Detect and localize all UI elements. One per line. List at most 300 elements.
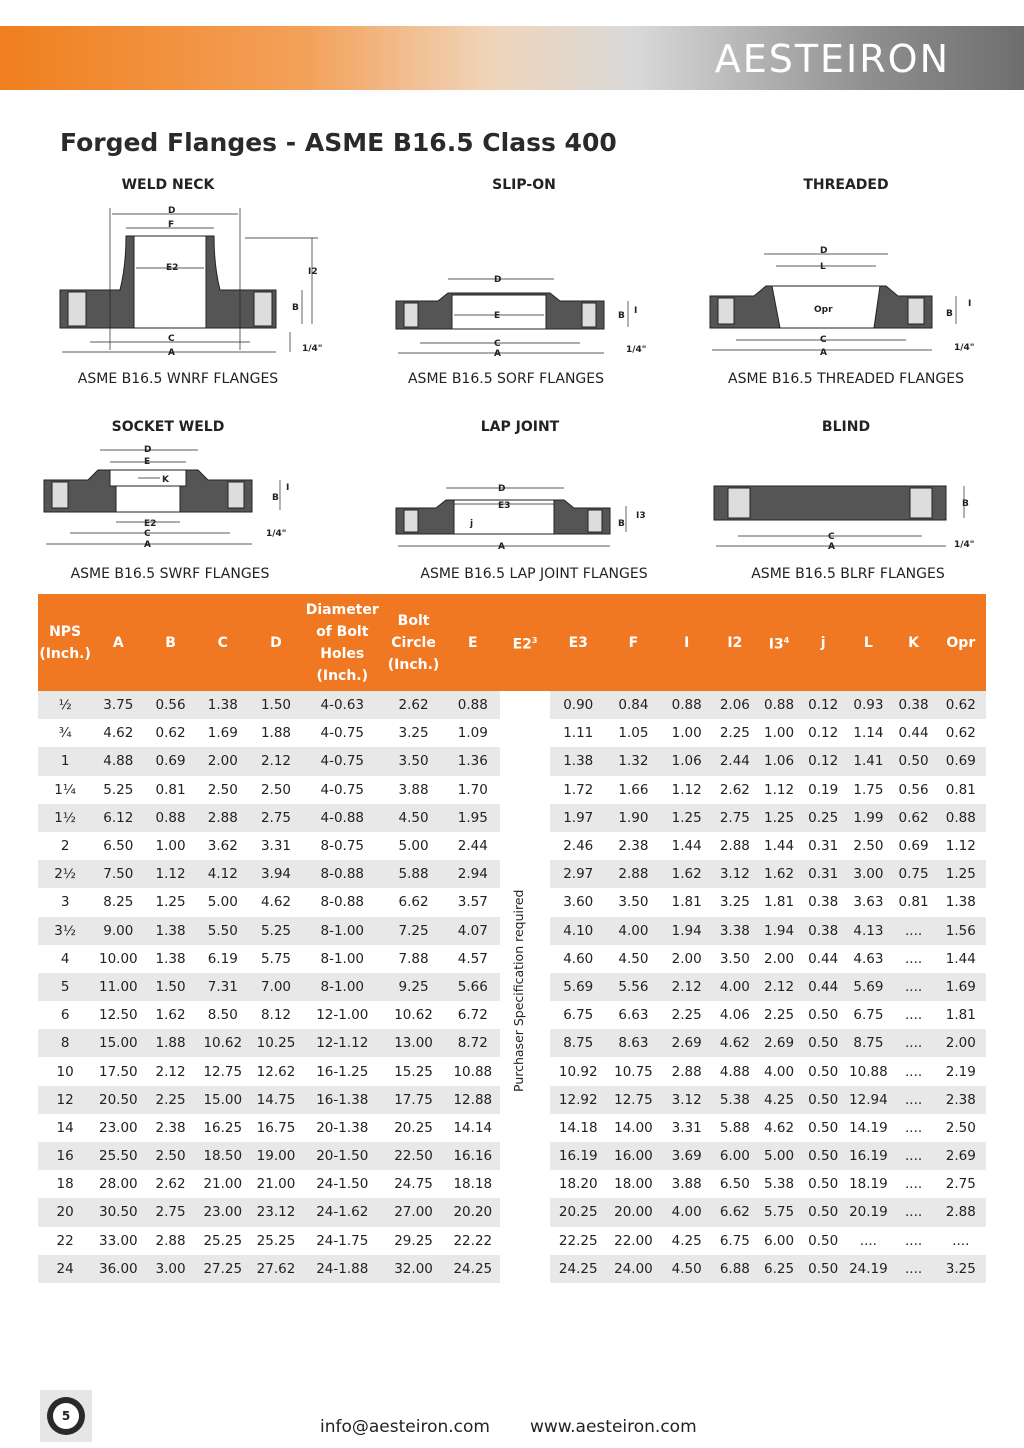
table-row: [38, 747, 986, 775]
table-cell: 2.00: [936, 1029, 986, 1057]
table-cell: 1.06: [757, 747, 801, 775]
table-cell: 0.62: [144, 719, 196, 747]
table-cell: 4.06: [713, 1001, 757, 1029]
e2-cell: [500, 776, 550, 804]
table-row: [38, 1114, 986, 1142]
table-cell: 22.25: [550, 1227, 606, 1255]
table-cell: 15.00: [197, 1086, 249, 1114]
table-cell: 12.88: [446, 1086, 500, 1114]
diagram-title-lap-joint: LAP JOINT: [480, 419, 560, 435]
table-cell: 10.25: [249, 1029, 303, 1057]
table-cell: 0.44: [891, 719, 935, 747]
table-cell: 0.19: [801, 776, 845, 804]
table-cell: 5.00: [197, 888, 249, 916]
svg-text:B: B: [292, 303, 299, 313]
table-cell: 0.62: [891, 804, 935, 832]
column-header: Diameter of Bolt Holes (Inch.): [303, 594, 381, 691]
table-cell: 20-1.50: [303, 1142, 381, 1170]
table-cell: 0.31: [801, 860, 845, 888]
table-cell: 24.00: [606, 1255, 660, 1283]
table-cell: 20.25: [550, 1198, 606, 1226]
column-header: F: [606, 594, 660, 691]
svg-text:I2: I2: [308, 267, 318, 277]
table-cell: 8.12: [249, 1001, 303, 1029]
svg-text:1/4": 1/4": [302, 344, 323, 354]
table-cell: 6.00: [757, 1227, 801, 1255]
table-cell: 11.00: [92, 973, 144, 1001]
table-cell: 1.38: [197, 691, 249, 719]
table-cell: ....: [891, 1114, 935, 1142]
table-cell: 6: [38, 1001, 92, 1029]
table-cell: 4.57: [446, 945, 500, 973]
diagram-title-slip-on: SLIP-ON: [492, 177, 556, 193]
table-cell: 1.00: [144, 832, 196, 860]
table-cell: 23.00: [197, 1198, 249, 1226]
table-cell: 1.38: [144, 945, 196, 973]
caption-lap-joint: ASME B16.5 LAP JOINT FLANGES: [420, 566, 648, 582]
table-cell: 2.75: [713, 804, 757, 832]
table-cell: 16.75: [249, 1114, 303, 1142]
svg-text:D: D: [144, 445, 152, 455]
table-cell: ....: [891, 1142, 935, 1170]
table-cell: 0.12: [801, 691, 845, 719]
table-cell: 0.12: [801, 747, 845, 775]
table-cell: 2.88: [661, 1057, 713, 1085]
table-cell: 0.56: [891, 776, 935, 804]
svg-text:A: A: [144, 540, 151, 550]
table-cell: 27.62: [249, 1255, 303, 1283]
table-cell: 2.25: [661, 1001, 713, 1029]
table-row: [38, 776, 986, 804]
table-cell: 0.81: [936, 776, 986, 804]
table-cell: 24.25: [446, 1255, 500, 1283]
table-cell: ....: [891, 1001, 935, 1029]
table-cell: 1.12: [936, 832, 986, 860]
table-cell: 10.88: [845, 1057, 891, 1085]
table-cell: 10.92: [550, 1057, 606, 1085]
table-cell: 1.36: [446, 747, 500, 775]
table-cell: 6.63: [606, 1001, 660, 1029]
table-cell: 0.50: [801, 1255, 845, 1283]
table-cell: 2.69: [661, 1029, 713, 1057]
caption-threaded: ASME B16.5 THREADED FLANGES: [728, 371, 964, 387]
column-header: Opr: [936, 594, 986, 691]
table-cell: 7.25: [381, 917, 445, 945]
table-cell: 10.62: [381, 1001, 445, 1029]
table-cell: 2.69: [936, 1142, 986, 1170]
table-cell: 6.00: [713, 1142, 757, 1170]
table-cell: 4.50: [606, 945, 660, 973]
table-cell: 20-1.38: [303, 1114, 381, 1142]
table-cell: 1.69: [197, 719, 249, 747]
table-cell: 14.00: [606, 1114, 660, 1142]
table-cell: 14.18: [550, 1114, 606, 1142]
table-cell: 17.75: [381, 1086, 445, 1114]
table-cell: 24.25: [550, 1255, 606, 1283]
table-row: [38, 1198, 986, 1226]
table-cell: 12-1.12: [303, 1029, 381, 1057]
table-cell: 16-1.38: [303, 1086, 381, 1114]
table-cell: 24.75: [381, 1170, 445, 1198]
table-cell: 8.63: [606, 1029, 660, 1057]
table-cell: 2.88: [197, 804, 249, 832]
table-cell: 0.84: [606, 691, 660, 719]
table-cell: 0.12: [801, 719, 845, 747]
table-cell: 1.25: [144, 888, 196, 916]
table-row: [38, 719, 986, 747]
table-cell: 1.94: [757, 917, 801, 945]
table-cell: 3.62: [197, 832, 249, 860]
table-cell: 1.41: [845, 747, 891, 775]
table-cell: 3.50: [381, 747, 445, 775]
table-cell: 6.62: [381, 888, 445, 916]
table-cell: ....: [845, 1227, 891, 1255]
svg-text:K: K: [162, 475, 169, 485]
table-cell: 2.50: [144, 1142, 196, 1170]
table-cell: 1.25: [936, 860, 986, 888]
e2-cell: [500, 832, 550, 860]
svg-text:A: A: [168, 348, 175, 358]
svg-text:D: D: [168, 206, 176, 216]
table-cell: 6.88: [713, 1255, 757, 1283]
table-cell: 6.72: [446, 1001, 500, 1029]
table-cell: 6.50: [713, 1170, 757, 1198]
table-cell: 1.38: [936, 888, 986, 916]
table-cell: 0.75: [891, 860, 935, 888]
table-cell: 20.19: [845, 1198, 891, 1226]
table-cell: 29.25: [381, 1227, 445, 1255]
svg-text:A: A: [820, 348, 827, 358]
table-cell: 14: [38, 1114, 92, 1142]
table-cell: 5.69: [845, 973, 891, 1001]
e2-cell: [500, 747, 550, 775]
table-cell: 20.20: [446, 1198, 500, 1226]
table-cell: 22.50: [381, 1142, 445, 1170]
e2-cell: [500, 1227, 550, 1255]
blind-diagram: [708, 478, 996, 558]
table-cell: 8.72: [446, 1029, 500, 1057]
diagram-title-weld-neck: WELD NECK: [121, 177, 215, 193]
table-cell: 3.31: [661, 1114, 713, 1142]
svg-text:I: I: [634, 306, 638, 316]
table-cell: 3.38: [713, 917, 757, 945]
svg-text:L: L: [820, 262, 826, 272]
table-cell: 1.70: [446, 776, 500, 804]
table-cell: 2.50: [197, 776, 249, 804]
svg-text:E: E: [144, 457, 151, 467]
table-cell: 5.00: [757, 1142, 801, 1170]
table-cell: 10.00: [92, 945, 144, 973]
table-cell: 1.44: [936, 945, 986, 973]
table-cell: 10.75: [606, 1057, 660, 1085]
table-cell: 0.38: [801, 888, 845, 916]
table-cell: 1.38: [144, 917, 196, 945]
svg-text:E2: E2: [166, 263, 179, 273]
table-cell: ....: [891, 1198, 935, 1226]
weld-neck-diagram: [50, 200, 340, 365]
svg-text:D: D: [820, 246, 828, 256]
table-cell: 1.14: [845, 719, 891, 747]
brand-logo: AESTEIRON: [714, 37, 950, 81]
table-cell: 1.62: [661, 860, 713, 888]
svg-text:C: C: [820, 335, 827, 345]
table-cell: ....: [891, 1170, 935, 1198]
column-header: I: [661, 594, 713, 691]
svg-text:A: A: [828, 542, 835, 552]
table-cell: 12: [38, 1086, 92, 1114]
table-cell: 3.50: [713, 945, 757, 973]
table-cell: ....: [891, 1057, 935, 1085]
table-cell: 4.62: [713, 1029, 757, 1057]
svg-text:A: A: [494, 349, 501, 359]
table-cell: 1.62: [757, 860, 801, 888]
table-cell: 16.00: [606, 1142, 660, 1170]
lap-joint-diagram: [392, 478, 662, 558]
table-cell: 32.00: [381, 1255, 445, 1283]
table-cell: 2.12: [144, 1057, 196, 1085]
table-cell: 2.00: [197, 747, 249, 775]
table-cell: 4.00: [713, 973, 757, 1001]
footer-website[interactable]: www.aesteiron.com: [530, 1417, 697, 1437]
table-cell: 5: [38, 973, 92, 1001]
table-cell: 5.50: [197, 917, 249, 945]
table-cell: 3: [38, 888, 92, 916]
table-cell: 0.50: [801, 1057, 845, 1085]
table-cell: 4: [38, 945, 92, 973]
table-cell: 6.75: [713, 1227, 757, 1255]
table-cell: 0.88: [661, 691, 713, 719]
table-cell: ....: [891, 1029, 935, 1057]
table-cell: 18.20: [550, 1170, 606, 1198]
diagram-title-threaded: THREADED: [803, 177, 889, 193]
table-cell: 3.75: [92, 691, 144, 719]
threaded-diagram: [706, 240, 996, 365]
table-cell: 1.90: [606, 804, 660, 832]
table-cell: 14.19: [845, 1114, 891, 1142]
table-cell: ....: [891, 1255, 935, 1283]
table-cell: 5.75: [757, 1198, 801, 1226]
svg-text:C: C: [828, 532, 835, 542]
table-cell: 2.19: [936, 1057, 986, 1085]
column-header: I2: [713, 594, 757, 691]
table-cell: 7.31: [197, 973, 249, 1001]
table-cell: 0.50: [801, 1198, 845, 1226]
table-cell: 2.75: [936, 1170, 986, 1198]
svg-text:A: A: [498, 542, 505, 552]
table-cell: 9.25: [381, 973, 445, 1001]
table-cell: 4.88: [92, 747, 144, 775]
table-cell: 22.00: [606, 1227, 660, 1255]
svg-text:B: B: [618, 311, 625, 321]
table-cell: 1.05: [606, 719, 660, 747]
svg-text:C: C: [144, 529, 151, 539]
table-cell: 22.22: [446, 1227, 500, 1255]
table-cell: 30.50: [92, 1198, 144, 1226]
svg-text:E2: E2: [144, 519, 157, 529]
table-cell: ....: [891, 973, 935, 1001]
table-cell: 8.75: [845, 1029, 891, 1057]
table-cell: 8: [38, 1029, 92, 1057]
table-cell: 1.95: [446, 804, 500, 832]
table-cell: 0.44: [801, 945, 845, 973]
table-cell: 0.62: [936, 691, 986, 719]
table-cell: 1.81: [661, 888, 713, 916]
table-cell: 14.14: [446, 1114, 500, 1142]
diagram-title-blind: BLIND: [821, 419, 871, 435]
table-cell: 4.60: [550, 945, 606, 973]
table-cell: 23.12: [249, 1198, 303, 1226]
table-cell: 2.62: [713, 776, 757, 804]
table-cell: 1.88: [249, 719, 303, 747]
table-cell: 4.13: [845, 917, 891, 945]
table-cell: 1.69: [936, 973, 986, 1001]
table-row: [38, 832, 986, 860]
socket-weld-diagram: [40, 440, 300, 555]
table-cell: 8-1.00: [303, 945, 381, 973]
svg-text:B: B: [618, 519, 625, 529]
table-cell: 6.62: [713, 1198, 757, 1226]
table-cell: 7.88: [381, 945, 445, 973]
svg-text:D: D: [498, 484, 506, 494]
column-header: E: [446, 594, 500, 691]
table-cell: 18.19: [845, 1170, 891, 1198]
table-cell: 4-0.75: [303, 776, 381, 804]
table-cell: 4-0.75: [303, 747, 381, 775]
table-cell: 3.00: [845, 860, 891, 888]
diagram-title-socket-weld: SOCKET WELD: [111, 419, 225, 435]
table-cell: 4.10: [550, 917, 606, 945]
table-cell: 12-1.00: [303, 1001, 381, 1029]
table-cell: 4-0.88: [303, 804, 381, 832]
table-cell: 16.19: [550, 1142, 606, 1170]
table-cell: 2.75: [249, 804, 303, 832]
table-cell: 3.12: [661, 1086, 713, 1114]
column-header: $I3^4$: [757, 594, 801, 691]
svg-text:D: D: [494, 275, 502, 285]
footer-email[interactable]: info@aesteiron.com: [320, 1417, 490, 1437]
table-cell: 12.75: [606, 1086, 660, 1114]
table-cell: 7.00: [249, 973, 303, 1001]
table-cell: 5.25: [249, 917, 303, 945]
table-cell: 3.25: [936, 1255, 986, 1283]
table-cell: 0.62: [936, 719, 986, 747]
table-cell: 17.50: [92, 1057, 144, 1085]
table-cell: 1.06: [661, 747, 713, 775]
table-cell: 4-0.75: [303, 719, 381, 747]
column-header: B: [144, 594, 196, 691]
table-cell: 2.00: [757, 945, 801, 973]
table-cell: 1.32: [606, 747, 660, 775]
table-cell: 2.50: [249, 776, 303, 804]
table-cell: 1: [38, 747, 92, 775]
table-cell: 16.16: [446, 1142, 500, 1170]
table-cell: 5.00: [381, 832, 445, 860]
table-cell: 2.50: [936, 1114, 986, 1142]
table-cell: 18.18: [446, 1170, 500, 1198]
table-cell: 2.12: [661, 973, 713, 1001]
table-cell: 2.38: [144, 1114, 196, 1142]
table-cell: 2.88: [713, 832, 757, 860]
table-cell: 24-1.88: [303, 1255, 381, 1283]
svg-text:1/4": 1/4": [954, 540, 975, 550]
table-cell: 23.00: [92, 1114, 144, 1142]
table-cell: 12.62: [249, 1057, 303, 1085]
table-cell: 5.66: [446, 973, 500, 1001]
table-cell: 5.25: [92, 776, 144, 804]
table-cell: 4.25: [661, 1227, 713, 1255]
table-cell: 1.11: [550, 719, 606, 747]
table-cell: 2.94: [446, 860, 500, 888]
table-cell: 3.00: [144, 1255, 196, 1283]
table-cell: 1.72: [550, 776, 606, 804]
table-cell: ....: [891, 1227, 935, 1255]
table-cell: 36.00: [92, 1255, 144, 1283]
column-header: K: [891, 594, 935, 691]
table-cell: 1.75: [845, 776, 891, 804]
column-header: E3: [550, 594, 606, 691]
svg-text:F: F: [168, 220, 175, 230]
table-cell: 1.25: [661, 804, 713, 832]
table-cell: 1.97: [550, 804, 606, 832]
page-title: Forged Flanges - ASME B16.5 Class 400: [60, 128, 617, 157]
svg-text:Opr: Opr: [814, 305, 833, 315]
table-cell: 0.69: [144, 747, 196, 775]
table-cell: 1.38: [550, 747, 606, 775]
table-cell: ¾: [38, 719, 92, 747]
svg-text:B: B: [946, 309, 953, 319]
table-cell: 0.69: [936, 747, 986, 775]
table-cell: 28.00: [92, 1170, 144, 1198]
table-cell: 2.38: [936, 1086, 986, 1114]
table-cell: 0.50: [801, 1170, 845, 1198]
table-cell: 25.50: [92, 1142, 144, 1170]
column-header: L: [845, 594, 891, 691]
table-cell: 1.09: [446, 719, 500, 747]
table-row: [38, 1227, 986, 1255]
svg-text:B: B: [272, 493, 279, 503]
e2-cell: [500, 1198, 550, 1226]
table-cell: 5.69: [550, 973, 606, 1001]
table-cell: 2.46: [550, 832, 606, 860]
table-cell: ....: [891, 1086, 935, 1114]
table-cell: 1.12: [661, 776, 713, 804]
table-cell: 5.88: [381, 860, 445, 888]
table-cell: 4.12: [197, 860, 249, 888]
header-banner: [0, 26, 1024, 90]
table-cell: ....: [891, 917, 935, 945]
table-cell: 21.00: [249, 1170, 303, 1198]
table-cell: 16.19: [845, 1142, 891, 1170]
table-cell: 3.88: [381, 776, 445, 804]
table-cell: 4-0.63: [303, 691, 381, 719]
table-cell: 0.50: [801, 1114, 845, 1142]
table-cell: 3.57: [446, 888, 500, 916]
table-cell: 9.00: [92, 917, 144, 945]
table-cell: 1.00: [757, 719, 801, 747]
slip-on-diagram: [390, 265, 660, 365]
table-cell: 3.60: [550, 888, 606, 916]
table-cell: 2.88: [936, 1198, 986, 1226]
table-cell: 0.69: [891, 832, 935, 860]
table-cell: 1.44: [661, 832, 713, 860]
svg-text:1/4": 1/4": [954, 343, 975, 353]
table-cell: 2.88: [606, 860, 660, 888]
table-cell: 12.94: [845, 1086, 891, 1114]
table-cell: 4.88: [713, 1057, 757, 1085]
svg-text:C: C: [168, 334, 175, 344]
table-cell: 12.75: [197, 1057, 249, 1085]
table-cell: 1.00: [661, 719, 713, 747]
